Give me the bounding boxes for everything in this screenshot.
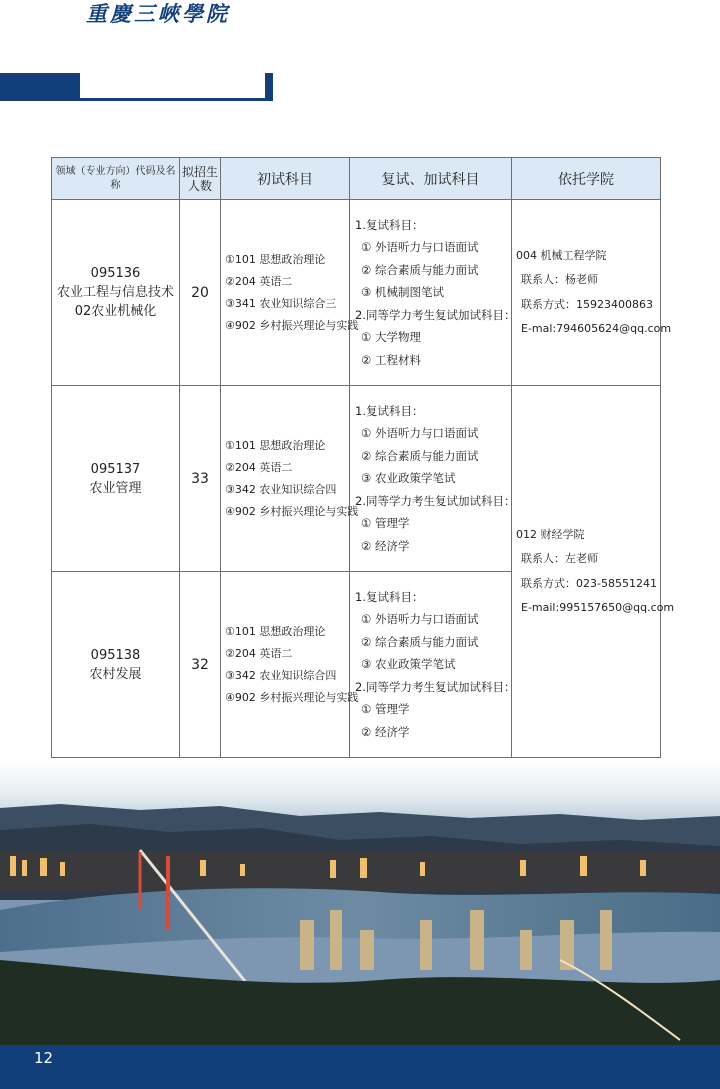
initial-subjects-cell (221, 572, 359, 758)
college-contact: 联系人：左老师 (521, 552, 598, 565)
initial-subject: ④902 乡村振兴理论与实践 (225, 690, 359, 704)
retest-subject: ① 外语听力与口语面试 (361, 426, 479, 441)
extra-subject: ① 管理学 (361, 516, 410, 531)
retest-subject: ③ 农业政策学笔试 (361, 657, 456, 672)
header-college: 依托学院 (512, 158, 661, 200)
college-cell (512, 200, 672, 386)
retest-subject: ① 外语听力与口语面试 (361, 612, 479, 627)
city-night-photo (0, 760, 720, 1050)
college-phone: 联系方式：023-58551241 (521, 576, 657, 590)
retest-subjects-cell (350, 386, 516, 572)
extra-title: 2.同等学力考生复试加试科目： (355, 493, 516, 508)
initial-subjects-cell (221, 386, 359, 572)
table-header-row (52, 158, 661, 200)
header-end-cap (265, 73, 273, 101)
extra-subject: ① 大学物理 (361, 330, 421, 345)
extra-subject: ② 经济学 (361, 724, 410, 739)
retest-subjects-cell (350, 200, 516, 386)
quota-cell: 33 (180, 386, 221, 572)
college-email: E-mal:794605624@qq.com (521, 322, 672, 335)
field-name: 农业工程与信息技术 (56, 285, 174, 300)
retest-subject: ② 综合素质与能力面试 (361, 262, 479, 277)
extra-subject: ② 经济学 (361, 538, 410, 553)
quota-cell: 32 (180, 572, 221, 758)
extra-title: 2.同等学力考生复试加试科目： (355, 679, 516, 694)
field-cell (52, 386, 180, 572)
retest-subject: ② 综合素质与能力面试 (361, 448, 479, 463)
retest-subject: ③ 农业政策学笔试 (361, 471, 456, 486)
initial-subject: ②204 英语二 (225, 460, 293, 474)
table-row (52, 386, 661, 572)
header-retest: 复试、加试科目 (350, 158, 512, 200)
header-accent-bar (0, 73, 80, 101)
initial-subject: ③341 农业知识综合三 (225, 296, 337, 310)
header-field: 领域（专业方向）代码及名称 (52, 158, 180, 200)
initial-subject: ①101 思想政治理论 (225, 624, 326, 638)
extra-subject: ② 工程材料 (361, 352, 421, 367)
field-name: 农村发展 (89, 666, 142, 682)
initial-subjects-cell (221, 200, 359, 386)
initial-subject: ④902 乡村振兴理论与实践 (225, 318, 359, 332)
college-email: E-mail:995157650@qq.com (521, 601, 675, 614)
header-quota: 拟招生人数 (180, 158, 221, 200)
initial-subject: ①101 思想政治理论 (225, 252, 326, 266)
field-code: 095138 (90, 647, 141, 663)
school-name: 重慶三峽學院 (86, 1, 230, 26)
enrollment-table (51, 157, 675, 758)
field-code: 095137 (90, 461, 141, 477)
extra-title: 2.同等学力考生复试加试科目： (355, 307, 516, 322)
page-number: 12 (34, 1049, 54, 1067)
field-name: 农业管理 (89, 480, 142, 496)
field-direction: 02农业机械化 (74, 304, 157, 319)
header-title-box (80, 73, 265, 101)
quota-cell: 20 (180, 200, 221, 386)
initial-subject: ④902 乡村振兴理论与实践 (225, 504, 359, 518)
page-header (0, 73, 275, 101)
city-photo-illustration (0, 760, 720, 1050)
footer-band (0, 1045, 720, 1089)
initial-subject: ①101 思想政治理论 (225, 438, 326, 452)
retest-subject: ② 综合素质与能力面试 (361, 634, 479, 649)
initial-subject: ③342 农业知识综合四 (225, 482, 337, 496)
retest-subject: ③ 机械制图笔试 (361, 285, 444, 300)
retest-subject: ① 外语听力与口语面试 (361, 240, 479, 255)
retest-title: 1.复试科目： (355, 589, 424, 604)
initial-subject: ②204 英语二 (225, 646, 293, 660)
table-row (52, 200, 661, 386)
header-initial: 初试科目 (221, 158, 350, 200)
retest-title: 1.复试科目： (355, 403, 424, 418)
retest-subjects-cell (350, 572, 516, 758)
field-cell (52, 200, 180, 386)
college-name: 012 财经学院 (516, 527, 585, 541)
college-contact: 联系人：杨老师 (521, 273, 598, 286)
retest-title: 1.复试科目： (355, 217, 424, 232)
college-cell (512, 386, 675, 758)
extra-subject: ① 管理学 (361, 702, 410, 717)
college-name: 004 机械工程学院 (516, 248, 607, 262)
field-cell (52, 572, 180, 758)
initial-subject: ②204 英语二 (225, 274, 293, 288)
field-code: 095136 (90, 266, 141, 281)
initial-subject: ③342 农业知识综合四 (225, 668, 337, 682)
college-phone: 联系方式：15923400863 (521, 297, 653, 311)
